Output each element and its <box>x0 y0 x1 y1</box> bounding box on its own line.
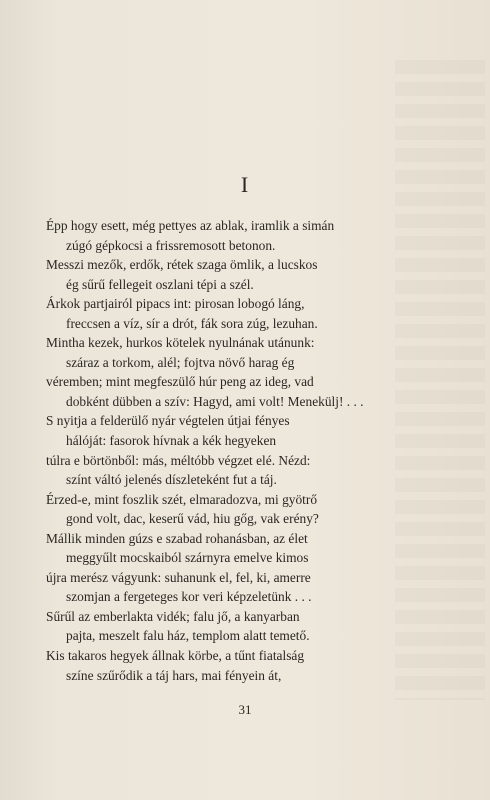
poem-line: véremben; mint megfeszülő húr peng az ideg, vad <box>46 374 314 390</box>
poem-line: Épp hogy esett, még pettyes az ablak, iramlik a simán <box>46 218 335 233</box>
poem-line: Árkok partjairól pipacs int: pirosan lobogó láng, <box>46 296 305 312</box>
poem-line: újra merész vágyunk: suhanunk el, fel, ki, amerre <box>46 569 311 585</box>
poem-line: túlra e börtönből: más, méltóbb végzet elé. Nézd: <box>46 452 311 468</box>
poem-line: száraz a torkom, alél; fojtva növő harag ég <box>66 354 295 370</box>
poem-line: S nyitja a felderülő nyár végtelen útjai fényes <box>46 413 290 429</box>
poem-line: zúgó gépkocsi a frissremosott betonon. <box>66 237 276 253</box>
chapter-heading: I <box>240 172 250 197</box>
poem-line: freccsen a víz, sír a drót, fák sora zúg, lezuhan. <box>66 315 318 331</box>
poem-line: Érzed-e, mint foszlik szét, elmaradozva, mi gyötrő <box>46 491 318 507</box>
poem-line: Mintha kezek, hurkos kötelek nyulnának utánunk: <box>46 335 315 351</box>
poem-line: dobként dübben a szív: Hagyd, ami volt! Menekülj! . . . <box>66 393 364 409</box>
poem-line: Mállik minden gúzs e szabad rohanásban, az élet <box>46 530 308 546</box>
page-number: 31 <box>238 702 252 717</box>
poem-line: hálóját: fasorok hívnak a kék hegyeken <box>66 433 277 449</box>
poem-line: ég sűrű fellegeit oszlani tépi a szél. <box>66 276 254 292</box>
poem-line: meggyűlt mocskaiból szárnyra emelve kimos <box>66 550 309 566</box>
poem-line: színe szűrődik a táj hars, mai fényein át, <box>66 667 282 683</box>
poem-line: pajta, meszelt falu ház, templom alatt temető. <box>66 628 310 644</box>
poem-body <box>46 216 466 685</box>
poem-line: színt váltó jelenés díszleteként fut a táj. <box>66 472 277 488</box>
poem-line: gond volt, dac, keserű vád, hiu gőg, vak erény? <box>66 511 319 527</box>
poem-line: Messzi mezők, erdők, rétek szaga ömlik, a lucskos <box>46 257 318 273</box>
poem-line: Kis takaros hegyek állnak körbe, a tűnt fiatalság <box>46 648 305 664</box>
poem-line: szomjan a fergeteges kor veri képzeletünk . . . <box>66 589 312 605</box>
poem-line: Sűrűl az emberlakta vidék; falu jő, a kanyarban <box>46 608 300 624</box>
